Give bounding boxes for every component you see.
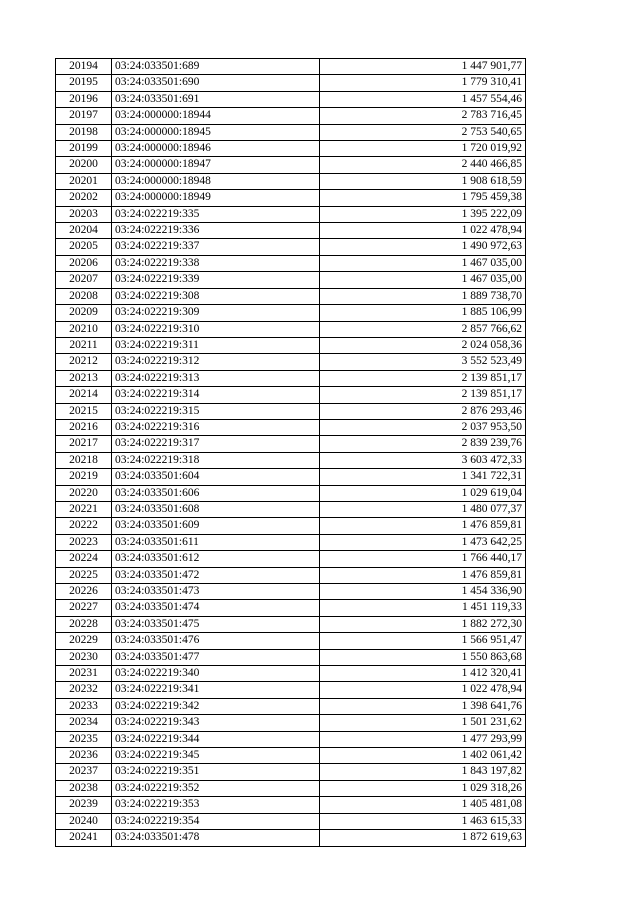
cadastral-value-cell: 1 476 859,81 — [320, 567, 526, 583]
row-number-cell: 20234 — [56, 715, 112, 731]
cadastral-number-cell: 03:24:033501:475 — [112, 616, 320, 632]
table-row — [56, 682, 526, 698]
table-row — [56, 75, 526, 91]
cadastral-number-cell: 03:24:022219:342 — [112, 698, 320, 714]
table-row — [56, 551, 526, 567]
table-row — [56, 173, 526, 189]
table-row — [56, 272, 526, 288]
cadastral-number-cell: 03:24:022219:353 — [112, 797, 320, 813]
table-row — [56, 157, 526, 173]
cadastral-number-cell: 03:24:022219:317 — [112, 436, 320, 452]
cadastral-value-cell: 1 447 901,77 — [320, 59, 526, 75]
table-row — [56, 337, 526, 353]
cadastral-value-cell: 1 882 272,30 — [320, 616, 526, 632]
cadastral-number-cell: 03:24:000000:18944 — [112, 108, 320, 124]
cadastral-number-cell: 03:24:022219:343 — [112, 715, 320, 731]
table-row — [56, 584, 526, 600]
table-row — [56, 108, 526, 124]
cadastral-value-cell: 2 783 716,45 — [320, 108, 526, 124]
cadastral-number-cell: 03:24:022219:312 — [112, 354, 320, 370]
cadastral-value-cell: 1 402 061,42 — [320, 748, 526, 764]
table-row — [56, 748, 526, 764]
row-number-cell: 20236 — [56, 748, 112, 764]
cadastral-value-cell: 2 753 540,65 — [320, 124, 526, 140]
cadastral-number-cell: 03:24:022219:352 — [112, 780, 320, 796]
table-row — [56, 288, 526, 304]
row-number-cell: 20217 — [56, 436, 112, 452]
cadastral-number-cell: 03:24:033501:474 — [112, 600, 320, 616]
row-number-cell: 20196 — [56, 91, 112, 107]
row-number-cell: 20232 — [56, 682, 112, 698]
cadastral-value-cell: 1 766 440,17 — [320, 551, 526, 567]
table-row — [56, 452, 526, 468]
cadastral-value-cell: 2 139 851,17 — [320, 370, 526, 386]
cadastral-number-cell: 03:24:022219:309 — [112, 305, 320, 321]
cadastral-value-cell: 1 908 618,59 — [320, 173, 526, 189]
table-row — [56, 501, 526, 517]
cadastral-number-cell: 03:24:022219:338 — [112, 255, 320, 271]
row-number-cell: 20195 — [56, 75, 112, 91]
cadastral-value-cell: 2 839 239,76 — [320, 436, 526, 452]
cadastral-value-cell: 1 720 019,92 — [320, 141, 526, 157]
row-number-cell: 20237 — [56, 764, 112, 780]
row-number-cell: 20197 — [56, 108, 112, 124]
row-number-cell: 20200 — [56, 157, 112, 173]
table-row — [56, 649, 526, 665]
table-row — [56, 354, 526, 370]
cadastral-number-cell: 03:24:000000:18945 — [112, 124, 320, 140]
cadastral-number-cell: 03:24:033501:606 — [112, 485, 320, 501]
cadastral-value-table — [55, 58, 526, 847]
cadastral-number-cell: 03:24:022219:339 — [112, 272, 320, 288]
cadastral-number-cell: 03:24:033501:472 — [112, 567, 320, 583]
cadastral-number-cell: 03:24:033501:611 — [112, 534, 320, 550]
table-row — [56, 666, 526, 682]
row-number-cell: 20194 — [56, 59, 112, 75]
table-row — [56, 436, 526, 452]
table-row — [56, 403, 526, 419]
row-number-cell: 20223 — [56, 534, 112, 550]
cadastral-number-cell: 03:24:022219:341 — [112, 682, 320, 698]
table-row — [56, 764, 526, 780]
cadastral-number-cell: 03:24:033501:476 — [112, 633, 320, 649]
cadastral-number-cell: 03:24:022219:313 — [112, 370, 320, 386]
table-row — [56, 387, 526, 403]
row-number-cell: 20208 — [56, 288, 112, 304]
cadastral-value-cell: 1 022 478,94 — [320, 223, 526, 239]
cadastral-value-cell: 1 872 619,63 — [320, 830, 526, 846]
cadastral-value-cell: 1 467 035,00 — [320, 255, 526, 271]
row-number-cell: 20199 — [56, 141, 112, 157]
cadastral-number-cell: 03:24:000000:18946 — [112, 141, 320, 157]
table-row — [56, 190, 526, 206]
table-row — [56, 59, 526, 75]
table-row — [56, 534, 526, 550]
table-row — [56, 518, 526, 534]
cadastral-number-cell: 03:24:033501:473 — [112, 584, 320, 600]
table-row — [56, 91, 526, 107]
cadastral-value-cell: 1 412 320,41 — [320, 666, 526, 682]
cadastral-value-cell: 2 876 293,46 — [320, 403, 526, 419]
table-row — [56, 469, 526, 485]
cadastral-value-cell: 1 395 222,09 — [320, 206, 526, 222]
cadastral-number-cell: 03:24:000000:18947 — [112, 157, 320, 173]
row-number-cell: 20220 — [56, 485, 112, 501]
table-row — [56, 567, 526, 583]
cadastral-value-cell: 1 477 293,99 — [320, 731, 526, 747]
cadastral-value-cell: 1 550 863,68 — [320, 649, 526, 665]
cadastral-number-cell: 03:24:022219:344 — [112, 731, 320, 747]
cadastral-number-cell: 03:24:033501:609 — [112, 518, 320, 534]
row-number-cell: 20240 — [56, 813, 112, 829]
row-number-cell: 20221 — [56, 501, 112, 517]
cadastral-value-cell: 1 463 615,33 — [320, 813, 526, 829]
table-row — [56, 321, 526, 337]
table-row — [56, 600, 526, 616]
cadastral-value-cell: 1 022 478,94 — [320, 682, 526, 698]
cadastral-value-cell: 1 843 197,82 — [320, 764, 526, 780]
cadastral-number-cell: 03:24:022219:336 — [112, 223, 320, 239]
table-row — [56, 698, 526, 714]
cadastral-number-cell: 03:24:022219:345 — [112, 748, 320, 764]
cadastral-value-cell: 1 454 336,90 — [320, 584, 526, 600]
cadastral-number-cell: 03:24:033501:689 — [112, 59, 320, 75]
row-number-cell: 20215 — [56, 403, 112, 419]
cadastral-value-cell: 1 457 554,46 — [320, 91, 526, 107]
row-number-cell: 20204 — [56, 223, 112, 239]
cadastral-number-cell: 03:24:033501:478 — [112, 830, 320, 846]
row-number-cell: 20241 — [56, 830, 112, 846]
cadastral-value-cell: 1 501 231,62 — [320, 715, 526, 731]
row-number-cell: 20227 — [56, 600, 112, 616]
cadastral-number-cell: 03:24:033501:608 — [112, 501, 320, 517]
row-number-cell: 20212 — [56, 354, 112, 370]
cadastral-value-cell: 1 480 077,37 — [320, 501, 526, 517]
row-number-cell: 20201 — [56, 173, 112, 189]
table-row — [56, 633, 526, 649]
row-number-cell: 20202 — [56, 190, 112, 206]
cadastral-value-cell: 2 440 466,85 — [320, 157, 526, 173]
table-row — [56, 419, 526, 435]
row-number-cell: 20235 — [56, 731, 112, 747]
row-number-cell: 20205 — [56, 239, 112, 255]
cadastral-value-cell: 1 467 035,00 — [320, 272, 526, 288]
cadastral-number-cell: 03:24:022219:310 — [112, 321, 320, 337]
row-number-cell: 20198 — [56, 124, 112, 140]
row-number-cell: 20214 — [56, 387, 112, 403]
cadastral-number-cell: 03:24:022219:314 — [112, 387, 320, 403]
table-row — [56, 305, 526, 321]
row-number-cell: 20209 — [56, 305, 112, 321]
cadastral-number-cell: 03:24:022219:354 — [112, 813, 320, 829]
row-number-cell: 20211 — [56, 337, 112, 353]
cadastral-number-cell: 03:24:033501:690 — [112, 75, 320, 91]
row-number-cell: 20225 — [56, 567, 112, 583]
row-number-cell: 20239 — [56, 797, 112, 813]
cadastral-value-cell: 1 490 972,63 — [320, 239, 526, 255]
cadastral-value-cell: 1 341 722,31 — [320, 469, 526, 485]
cadastral-number-cell: 03:24:033501:691 — [112, 91, 320, 107]
row-number-cell: 20216 — [56, 419, 112, 435]
table-row — [56, 830, 526, 846]
cadastral-number-cell: 03:24:022219:335 — [112, 206, 320, 222]
row-number-cell: 20219 — [56, 469, 112, 485]
cadastral-value-cell: 1 795 459,38 — [320, 190, 526, 206]
table-row — [56, 485, 526, 501]
cadastral-value-cell: 1 029 318,26 — [320, 780, 526, 796]
cadastral-number-cell: 03:24:022219:311 — [112, 337, 320, 353]
cadastral-value-cell: 1 476 859,81 — [320, 518, 526, 534]
cadastral-value-cell: 2 857 766,62 — [320, 321, 526, 337]
table-row — [56, 797, 526, 813]
table-body — [56, 59, 526, 847]
table-row — [56, 141, 526, 157]
cadastral-value-cell: 1 779 310,41 — [320, 75, 526, 91]
cadastral-value-cell: 1 889 738,70 — [320, 288, 526, 304]
table-row — [56, 616, 526, 632]
row-number-cell: 20213 — [56, 370, 112, 386]
cadastral-number-cell: 03:24:033501:604 — [112, 469, 320, 485]
row-number-cell: 20229 — [56, 633, 112, 649]
cadastral-value-cell: 3 552 523,49 — [320, 354, 526, 370]
table-row — [56, 223, 526, 239]
table-row — [56, 780, 526, 796]
row-number-cell: 20231 — [56, 666, 112, 682]
cadastral-value-cell: 1 029 619,04 — [320, 485, 526, 501]
row-number-cell: 20222 — [56, 518, 112, 534]
cadastral-value-cell: 2 037 953,50 — [320, 419, 526, 435]
cadastral-number-cell: 03:24:022219:316 — [112, 419, 320, 435]
table-row — [56, 239, 526, 255]
cadastral-value-cell: 2 139 851,17 — [320, 387, 526, 403]
table-row — [56, 124, 526, 140]
row-number-cell: 20238 — [56, 780, 112, 796]
row-number-cell: 20230 — [56, 649, 112, 665]
cadastral-number-cell: 03:24:033501:477 — [112, 649, 320, 665]
cadastral-number-cell: 03:24:022219:340 — [112, 666, 320, 682]
cadastral-value-cell: 1 473 642,25 — [320, 534, 526, 550]
cadastral-value-cell: 1 451 119,33 — [320, 600, 526, 616]
row-number-cell: 20203 — [56, 206, 112, 222]
table-row — [56, 715, 526, 731]
table-row — [56, 731, 526, 747]
cadastral-number-cell: 03:24:022219:318 — [112, 452, 320, 468]
cadastral-number-cell: 03:24:000000:18948 — [112, 173, 320, 189]
cadastral-value-cell: 3 603 472,33 — [320, 452, 526, 468]
cadastral-value-cell: 1 885 106,99 — [320, 305, 526, 321]
row-number-cell: 20206 — [56, 255, 112, 271]
row-number-cell: 20210 — [56, 321, 112, 337]
cadastral-number-cell: 03:24:022219:351 — [112, 764, 320, 780]
row-number-cell: 20228 — [56, 616, 112, 632]
row-number-cell: 20207 — [56, 272, 112, 288]
cadastral-number-cell: 03:24:022219:337 — [112, 239, 320, 255]
cadastral-number-cell: 03:24:022219:315 — [112, 403, 320, 419]
table-row — [56, 813, 526, 829]
cadastral-number-cell: 03:24:000000:18949 — [112, 190, 320, 206]
table-row — [56, 370, 526, 386]
table-row — [56, 255, 526, 271]
row-number-cell: 20224 — [56, 551, 112, 567]
table-row — [56, 206, 526, 222]
cadastral-number-cell: 03:24:033501:612 — [112, 551, 320, 567]
cadastral-value-cell: 1 405 481,08 — [320, 797, 526, 813]
row-number-cell: 20233 — [56, 698, 112, 714]
cadastral-number-cell: 03:24:022219:308 — [112, 288, 320, 304]
cadastral-value-cell: 1 566 951,47 — [320, 633, 526, 649]
cadastral-value-cell: 2 024 058,36 — [320, 337, 526, 353]
row-number-cell: 20218 — [56, 452, 112, 468]
row-number-cell: 20226 — [56, 584, 112, 600]
cadastral-value-cell: 1 398 641,76 — [320, 698, 526, 714]
